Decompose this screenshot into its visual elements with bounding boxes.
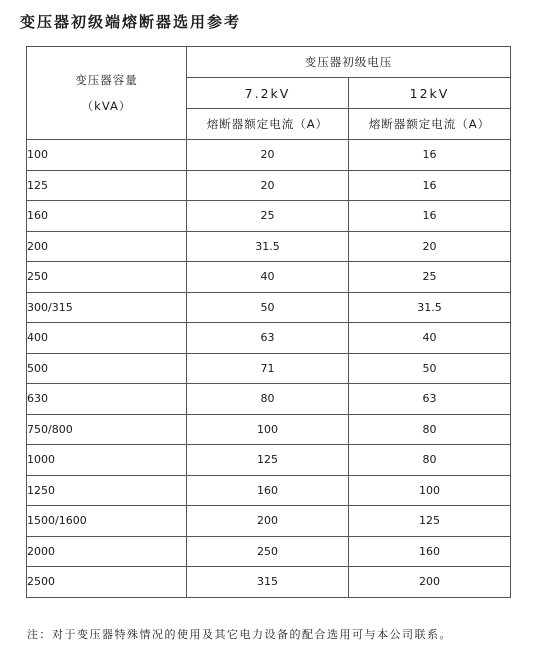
capacity-cell: 1000 bbox=[27, 445, 187, 476]
capacity-cell: 1250 bbox=[27, 475, 187, 506]
capacity-cell: 2000 bbox=[27, 536, 187, 567]
capacity-cell: 300/315 bbox=[27, 292, 187, 323]
fuse-current-7-2kv-cell: 25 bbox=[187, 201, 349, 232]
fuse-current-7-2kv-cell: 315 bbox=[187, 567, 349, 598]
table-row bbox=[27, 292, 511, 323]
capacity-cell: 1500/1600 bbox=[27, 506, 187, 537]
fuse-current-12kv-cell: 16 bbox=[349, 140, 511, 171]
fuse-current-12kv-cell: 31.5 bbox=[349, 292, 511, 323]
table-row bbox=[27, 414, 511, 445]
fuse-current-12kv-cell: 80 bbox=[349, 445, 511, 476]
fuse-current-7-2kv-cell: 71 bbox=[187, 353, 349, 384]
fuse-current-12kv-cell: 125 bbox=[349, 506, 511, 537]
fuse-current-7-2kv-cell: 125 bbox=[187, 445, 349, 476]
table-row bbox=[27, 536, 511, 567]
table-row bbox=[27, 170, 511, 201]
fuse-current-7-2kv-cell: 50 bbox=[187, 292, 349, 323]
fuse-current-12kv-cell: 25 bbox=[349, 262, 511, 293]
fuse-current-7-2kv-cell: 100 bbox=[187, 414, 349, 445]
fuse-current-7-2kv-cell: 200 bbox=[187, 506, 349, 537]
fuse-current-7-2kv-cell: 20 bbox=[187, 170, 349, 201]
capacity-cell: 630 bbox=[27, 384, 187, 415]
capacity-cell: 750/800 bbox=[27, 414, 187, 445]
table-row bbox=[27, 445, 511, 476]
fuse-current-7-2kv-cell: 40 bbox=[187, 262, 349, 293]
fuse-current-12kv-cell: 40 bbox=[349, 323, 511, 354]
table-row bbox=[27, 384, 511, 415]
current-header-7-2kv: 熔断器额定电流（A） bbox=[187, 109, 349, 140]
table-row bbox=[27, 323, 511, 354]
voltage-header-12kv: 12kV bbox=[349, 78, 511, 109]
voltage-header-7-2kv: 7.2kV bbox=[187, 78, 349, 109]
fuse-current-12kv-cell: 50 bbox=[349, 353, 511, 384]
fuse-current-7-2kv-cell: 63 bbox=[187, 323, 349, 354]
fuse-current-12kv-cell: 63 bbox=[349, 384, 511, 415]
table-row bbox=[27, 506, 511, 537]
voltage-group-header: 变压器初级电压 bbox=[187, 47, 511, 78]
table-row bbox=[27, 201, 511, 232]
fuse-current-7-2kv-cell: 20 bbox=[187, 140, 349, 171]
fuse-current-12kv-cell: 16 bbox=[349, 201, 511, 232]
capacity-header-label: 变压器容量 bbox=[75, 73, 138, 87]
capacity-cell: 125 bbox=[27, 170, 187, 201]
fuse-current-12kv-cell: 20 bbox=[349, 231, 511, 262]
table-row bbox=[27, 475, 511, 506]
fuse-current-7-2kv-cell: 160 bbox=[187, 475, 349, 506]
table-row bbox=[27, 262, 511, 293]
capacity-header bbox=[27, 47, 187, 140]
capacity-cell: 2500 bbox=[27, 567, 187, 598]
table-row bbox=[27, 353, 511, 384]
fuse-current-7-2kv-cell: 31.5 bbox=[187, 231, 349, 262]
capacity-cell: 500 bbox=[27, 353, 187, 384]
fuse-current-12kv-cell: 100 bbox=[349, 475, 511, 506]
fuse-current-7-2kv-cell: 80 bbox=[187, 384, 349, 415]
capacity-header-unit: （kVA） bbox=[81, 99, 132, 113]
capacity-cell: 200 bbox=[27, 231, 187, 262]
table-row bbox=[27, 140, 511, 171]
table-row bbox=[27, 567, 511, 598]
current-header-12kv: 熔断器额定电流（A） bbox=[349, 109, 511, 140]
fuse-current-12kv-cell: 16 bbox=[349, 170, 511, 201]
fuse-current-12kv-cell: 80 bbox=[349, 414, 511, 445]
table-row bbox=[27, 231, 511, 262]
capacity-cell: 160 bbox=[27, 201, 187, 232]
capacity-cell: 400 bbox=[27, 323, 187, 354]
fuse-selection-table bbox=[26, 46, 511, 598]
capacity-cell: 250 bbox=[27, 262, 187, 293]
capacity-cell: 100 bbox=[27, 140, 187, 171]
fuse-current-12kv-cell: 160 bbox=[349, 536, 511, 567]
footnote: 注：对于变压器特殊情况的使用及其它电力设备的配合选用可与本公司联系。 bbox=[27, 628, 452, 641]
fuse-current-7-2kv-cell: 250 bbox=[187, 536, 349, 567]
document-title: 变压器初级端熔断器选用参考 bbox=[20, 13, 242, 31]
fuse-current-12kv-cell: 200 bbox=[349, 567, 511, 598]
